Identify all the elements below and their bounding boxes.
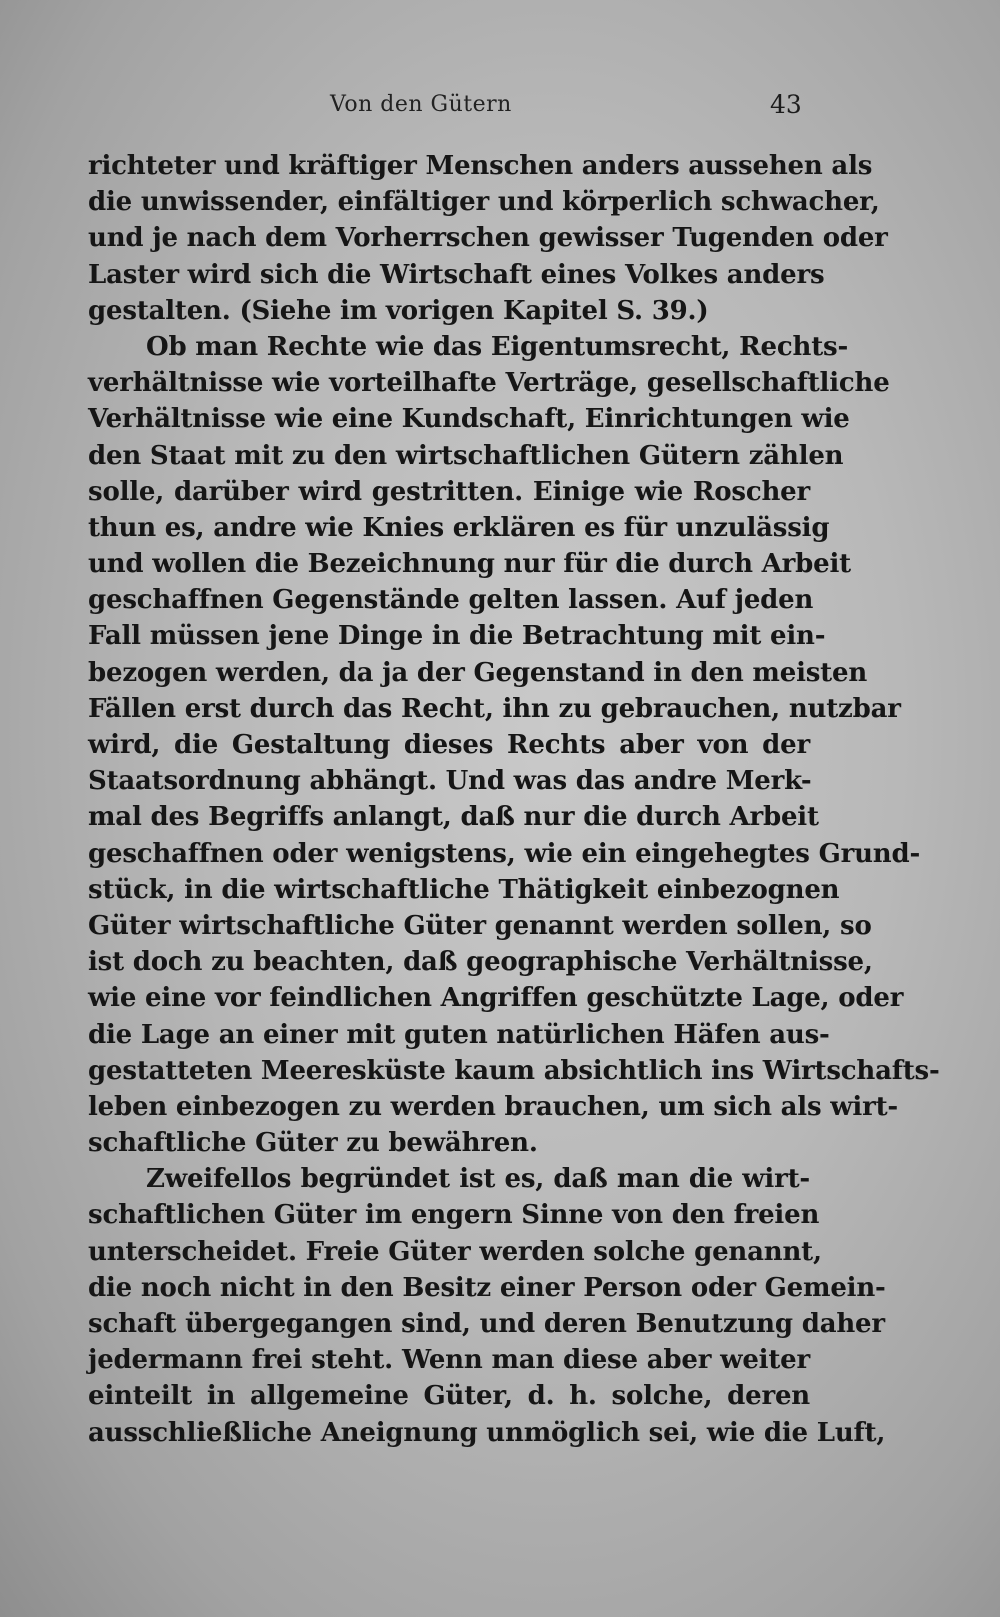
page-number: 43 <box>770 90 802 119</box>
text-line: mal des Begriffs anlangt, daß nur die durch Arbeit <box>88 802 819 833</box>
text-line: unterscheidet. Freie Güter werden solche genannt, <box>88 1236 822 1267</box>
text-line: bezogen werden, da ja der Gegenstand in den meisten <box>88 657 868 688</box>
text-line: die unwissender, einfältiger und körperlich schwacher, <box>88 187 880 218</box>
text-line: ist doch zu beachten, daß geographische Verhältnisse, <box>88 947 873 978</box>
text-line: Güter wirtschaftliche Güter genannt werden sollen, so <box>88 910 872 941</box>
paragraph-2 <box>88 329 940 1161</box>
text-line: richteter und kräftiger Menschen anders aussehen als <box>88 151 873 181</box>
text-line: die noch nicht in den Besitz einer Person oder Gemein- <box>88 1272 886 1303</box>
text-line: thun es, andre wie Knies erklären es für unzulässig <box>88 512 830 543</box>
text-line: geschaffnen oder wenigstens, wie ein eingehegtes Grund- <box>88 838 921 869</box>
text-line: und wollen die Bezeichnung nur für die durch Arbeit <box>88 549 851 580</box>
text-line: gestatteten Meeresküste kaum absichtlich ins Wirtschafts- <box>88 1055 940 1086</box>
text-line: Fall müssen jene Dinge in die Betrachtung mit ein- <box>88 621 826 652</box>
text-line: und je nach dem Vorherrschen gewisser Tugenden oder <box>88 223 888 254</box>
text-line: Laster wird sich die Wirtschaft eines Volkes anders <box>88 259 825 290</box>
text-line: verhältnisse wie vorteilhafte Verträge, gesellschaftliche <box>88 368 890 399</box>
text-line: stück, in die wirtschaftliche Thätigkeit einbezognen <box>88 874 840 905</box>
text-line: einteilt in allgemeine Güter, d. h. solche, deren <box>88 1381 810 1412</box>
text-line: solle, darüber wird gestritten. Einige wie Roscher <box>88 476 810 507</box>
text-line: Zweifellos begründet ist es, daß man die wirt- <box>146 1164 810 1195</box>
body-text <box>88 148 940 1451</box>
text-line: wird, die Gestaltung dieses Rechts aber von der <box>88 730 810 760</box>
text-line: jedermann frei steht. Wenn man diese aber weiter <box>88 1345 810 1376</box>
text-line: die Lage an einer mit guten natürlichen Häfen aus- <box>88 1019 830 1050</box>
paragraph-3 <box>88 1161 886 1451</box>
text-line: Fällen erst durch das Recht, ihn zu gebrauchen, nutzbar <box>88 693 901 724</box>
text-line: Verhältnisse wie eine Kundschaft, Einrichtungen wie <box>88 404 850 435</box>
running-title: Von den Gütern <box>330 92 512 117</box>
text-line: schaftliche Güter zu bewähren. <box>88 1128 538 1159</box>
text-line: schaft übergegangen sind, und deren Benutzung daher <box>88 1309 885 1339</box>
paragraph-1 <box>88 148 888 329</box>
text-line: wie eine vor feindlichen Angriffen geschützte Lage, oder <box>88 983 904 1014</box>
text-line: Staatsordnung abhängt. Und was das andre Merk- <box>88 766 812 797</box>
text-line: gestalten. (Siehe im vorigen Kapitel S. 39.) <box>88 295 709 326</box>
text-line: geschaffnen Gegenstände gelten lassen. Auf jeden <box>88 585 814 616</box>
text-line: Ob man Rechte wie das Eigentumsrecht, Rechts- <box>146 331 849 362</box>
text-line: ausschließliche Aneignung unmöglich sei, wie die Luft, <box>88 1417 886 1448</box>
text-line: leben einbezogen zu werden brauchen, um sich als wirt- <box>88 1091 898 1122</box>
text-line: schaftlichen Güter im engern Sinne von den freien <box>88 1200 820 1231</box>
text-line: den Staat mit zu den wirtschaftlichen Gütern zählen <box>88 440 844 471</box>
